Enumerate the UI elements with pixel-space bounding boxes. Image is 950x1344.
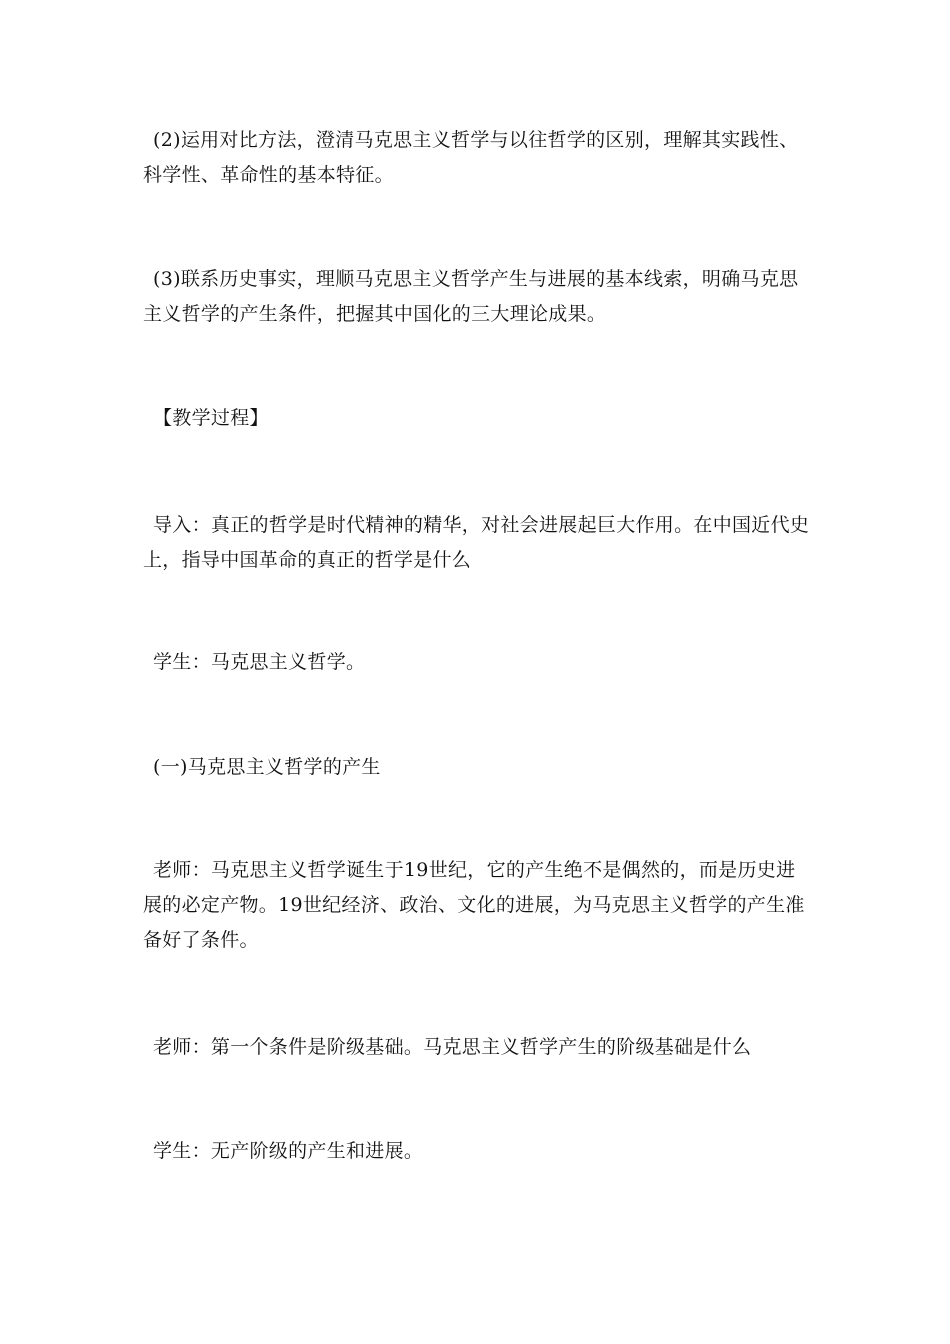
section-heading-teaching-process (143, 401, 811, 436)
heading-text: 【教学过程】 (153, 407, 269, 429)
text-line: 老师：马克思主义哲学诞生于19世纪，它的产生绝不是偶然的，而是历史进 (153, 859, 796, 881)
subheading-origin (143, 750, 811, 785)
heading-text: (一)马克思主义哲学的产生 (153, 756, 381, 778)
text-line: 科学性、革命性的基本特征。 (143, 164, 394, 186)
paragraph-objective-2 (143, 123, 811, 193)
text-line: (3)联系历史事实，理顺马克思主义哲学产生与进展的基本线索，明确马克思 (153, 268, 799, 290)
paragraph-teacher-2 (143, 1030, 811, 1065)
text-line: 上，指导中国革命的真正的哲学是什么 (143, 549, 472, 571)
text-line: 展的必定产物。19世纪经济、政治、文化的进展，为马克思主义哲学的产生准 (143, 894, 805, 916)
text-line: 学生：无产阶级的产生和进展。 (153, 1140, 424, 1162)
paragraph-intro (143, 508, 811, 578)
text-line: (2)运用对比方法，澄清马克思主义哲学与以往哲学的区别，理解其实践性、 (153, 129, 799, 151)
text-line: 导入：真正的哲学是时代精神的精华，对社会进展起巨大作用。在中国近代史 (153, 514, 810, 536)
text-line: 学生：马克思主义哲学。 (153, 651, 366, 673)
text-line: 备好了条件。 (143, 929, 259, 951)
paragraph-objective-3 (143, 262, 811, 332)
text-line: 老师：第一个条件是阶级基础。马克思主义哲学产生的阶级基础是什么 (153, 1036, 752, 1058)
paragraph-teacher-1 (143, 853, 811, 958)
paragraph-student-2 (143, 1134, 811, 1169)
paragraph-student-1 (143, 645, 811, 680)
text-line: 主义哲学的产生条件，把握其中国化的三大理论成果。 (143, 303, 607, 325)
